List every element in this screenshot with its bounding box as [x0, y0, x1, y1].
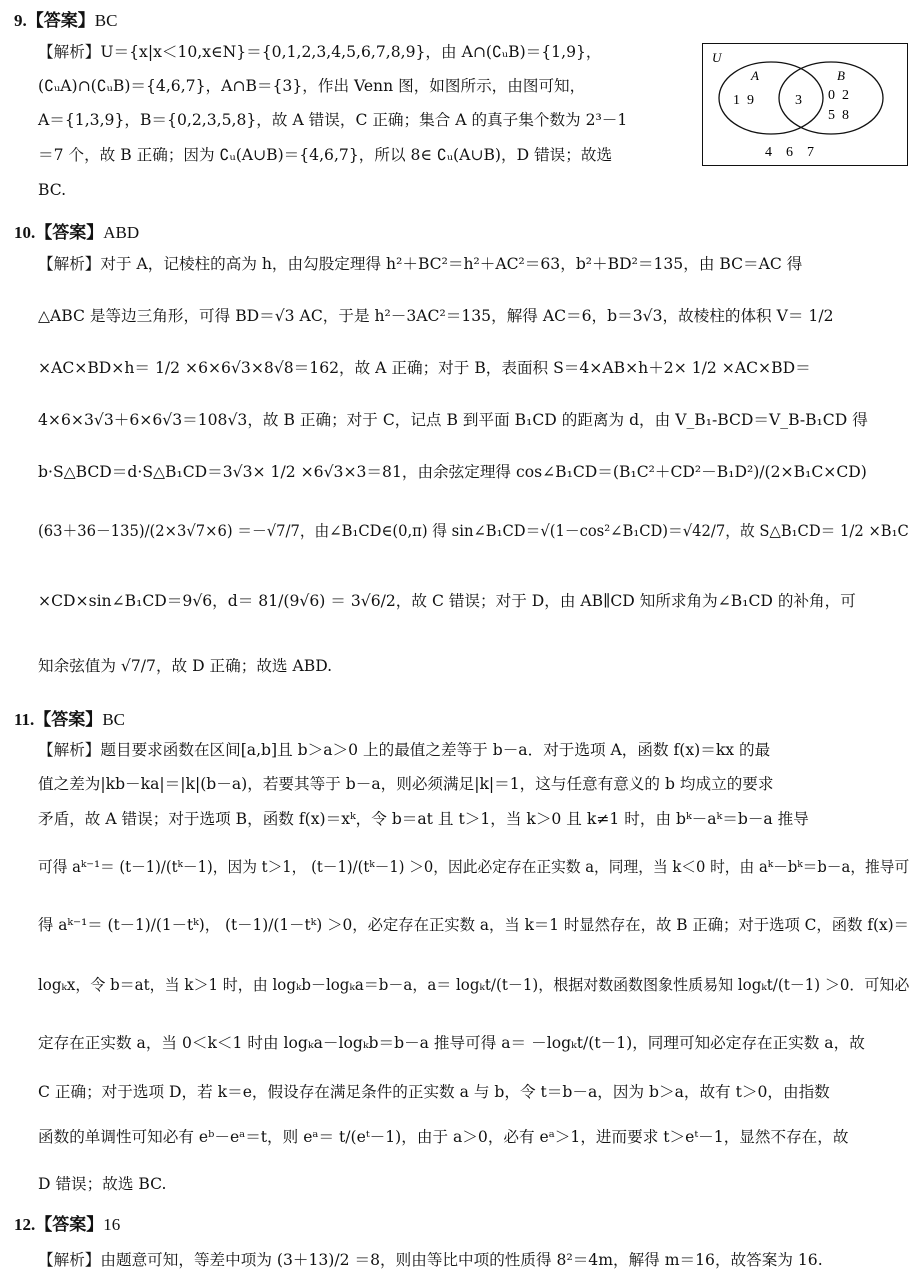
q10-line-7: ×CD×sin∠B₁CD＝9√6，d＝ 81/(9√6) ＝ 3√6/2，故 C 错误；对于 D，由 AB∥CD 知所求角为∠B₁CD 的补角，可	[38, 592, 856, 610]
q11-line-5: 得 aᵏ⁻¹＝ (t－1)/(1－tᵏ)， (t－1)/(1－tᵏ) ＞0，必定存在正实数 a，当 k＝1 时显然存在，故 B 正确；对于选项 C，函数 f(x)＝	[38, 916, 910, 934]
q11-line-8: C 正确；对于选项 D，若 k＝e，假设存在满足条件的正实数 a 与 b，令 t＝b－a，因为 b＞a，故有 t＞0，由指数	[38, 1083, 830, 1101]
q12-line-1: 【解析】由题意可知，等差中项为 (3＋13)/2 ＝8，则由等比中项的性质得 8²＝4m，解得 m＝16，故答案为 16.	[38, 1251, 823, 1269]
q10-line-8: 知余弦值为 √7/7，故 D 正确；故选 ABD.	[38, 657, 333, 675]
q10-header: 10.【答案】ABD	[14, 223, 140, 242]
q9-line-5: BC.	[38, 181, 67, 199]
venn-u-label: U	[712, 50, 722, 65]
q11-line-2: 值之差为|kb－ka|＝|k|(b－a)，若要其等于 b－a，则必须满足|k|＝1，这与任意有意义的 b 均成立的要求	[38, 775, 774, 793]
q10-line-6: (63＋36－135)/(2×3√7×6) ＝－√7/7，由∠B₁CD∈(0,π) 得 sin∠B₁CD＝√(1－cos²∠B₁CD)＝√42/7，故 S△B₁CD＝ 1/2 ×B₁C	[38, 522, 909, 540]
q11-line-7: 定存在正实数 a，当 0＜k＜1 时由 logₖa－logₖb＝b－a 推导可得 a＝ －logₖt/(t－1)，同理可知必定存在正实数 a，故	[38, 1034, 865, 1052]
q11-line-6: logₖx，令 b＝at，当 k＞1 时，由 logₖb－logₖa＝b－a，a＝ logₖt/(t－1)，根据对数函数图象性质易知 logₖt/(t－1) ＞0．可知必	[38, 976, 910, 994]
q10-line-4: 4×6×3√3＋6×6√3＝108√3，故 B 正确；对于 C，记点 B 到平面 B₁CD 的距离为 d，由 V_B₁-BCD＝V_B-B₁CD 得	[38, 411, 868, 429]
q10-line-5: b·S△BCD＝d·S△B₁CD＝3√3× 1/2 ×6√3×3＝81，由余弦定理得 cos∠B₁CD＝(B₁C²＋CD²－B₁D²)/(2×B₁C×CD)	[38, 463, 867, 481]
q9-line-1: 【解析】U＝{x|x＜10,x∈N}＝{0,1,2,3,4,5,6,7,8,9}，由 A∩(∁ᵤB)＝{1,9}，	[38, 43, 602, 61]
q11-line-3: 矛盾，故 A 错误；对于选项 B，函数 f(x)＝xᵏ，令 b＝at 且 t＞1，当 k＞0 且 k≠1 时，由 bᵏ－aᵏ＝b－a 推导	[38, 810, 809, 828]
q9-header: 9.【答案】BC	[14, 11, 118, 30]
q11-line-1: 【解析】题目要求函数在区间[a,b]且 b＞a＞0 上的最值之差等于 b－a．对于选项 A，函数 f(x)＝kx 的最	[38, 741, 771, 759]
q10-answer: ABD	[103, 223, 140, 242]
q9-line-3: A＝{1,3,9}，B＝{0,2,3,5,8}，故 A 错误，C 正确；集合 A 的真子集个数为 2³－1	[38, 111, 628, 129]
q12-header: 12.【答案】16	[14, 1215, 121, 1234]
q9-line-2: (∁ᵤA)∩(∁ᵤB)＝{4,6,7}，A∩B＝{3}，作出 Venn 图，如图所示，由图可知，	[38, 77, 586, 95]
q11-line-9: 函数的单调性可知必有 eᵇ－eᵃ＝t，则 eᵃ＝ t/(eᵗ－1)，由于 a＞0，必有 eᵃ＞1，进而要求 t＞eᵗ－1，显然不存在，故	[38, 1128, 849, 1146]
q10-line-2: △ABC 是等边三角形，可得 BD＝√3 AC，于是 h²－3AC²＝135，解得 AC＝6，b＝3√3，故棱柱的体积 V＝ 1/2	[38, 307, 834, 325]
q10-line-3: ×AC×BD×h＝ 1/2 ×6×6√3×8√8＝162，故 A 正确；对于 B，表面积 S＝4×AB×h＋2× 1/2 ×AC×BD＝	[38, 359, 811, 377]
q12-answer: 16	[103, 1215, 121, 1234]
q11-header: 11.【答案】BC	[14, 710, 125, 729]
q11-line-4: 可得 aᵏ⁻¹＝ (t－1)/(tᵏ－1)，因为 t＞1， (t－1)/(tᵏ－1) ＞0，因此必定存在正实数 a，同理，当 k＜0 时，由 aᵏ－bᵏ＝b－a，推导可	[38, 858, 910, 876]
venn-a-only: 1 9	[733, 93, 754, 108]
venn-both: 3	[795, 93, 802, 108]
venn-b-only-bottom: 5 8	[828, 108, 849, 123]
venn-outside: 4 6 7	[765, 145, 814, 160]
venn-svg	[703, 44, 907, 165]
q9-answer: BC	[94, 11, 118, 30]
venn-diagram	[702, 43, 908, 166]
q11-line-10: D 错误；故选 BC.	[38, 1175, 167, 1193]
venn-a-label: A	[751, 68, 759, 83]
q11-answer: BC	[102, 710, 125, 729]
venn-b-only-top: 0 2	[828, 88, 849, 103]
venn-b-label: B	[837, 68, 845, 83]
q9-line-4: ＝7 个，故 B 正确；因为 ∁ᵤ(A∪B)＝{4,6,7}，所以 8∈ ∁ᵤ(A∪B)，D 错误；故选	[38, 146, 613, 164]
q10-line-1: 【解析】对于 A，记棱柱的高为 h，由勾股定理得 h²＋BC²＝h²＋AC²＝63，b²＋BD²＝135，由 BC＝AC 得	[38, 255, 803, 273]
